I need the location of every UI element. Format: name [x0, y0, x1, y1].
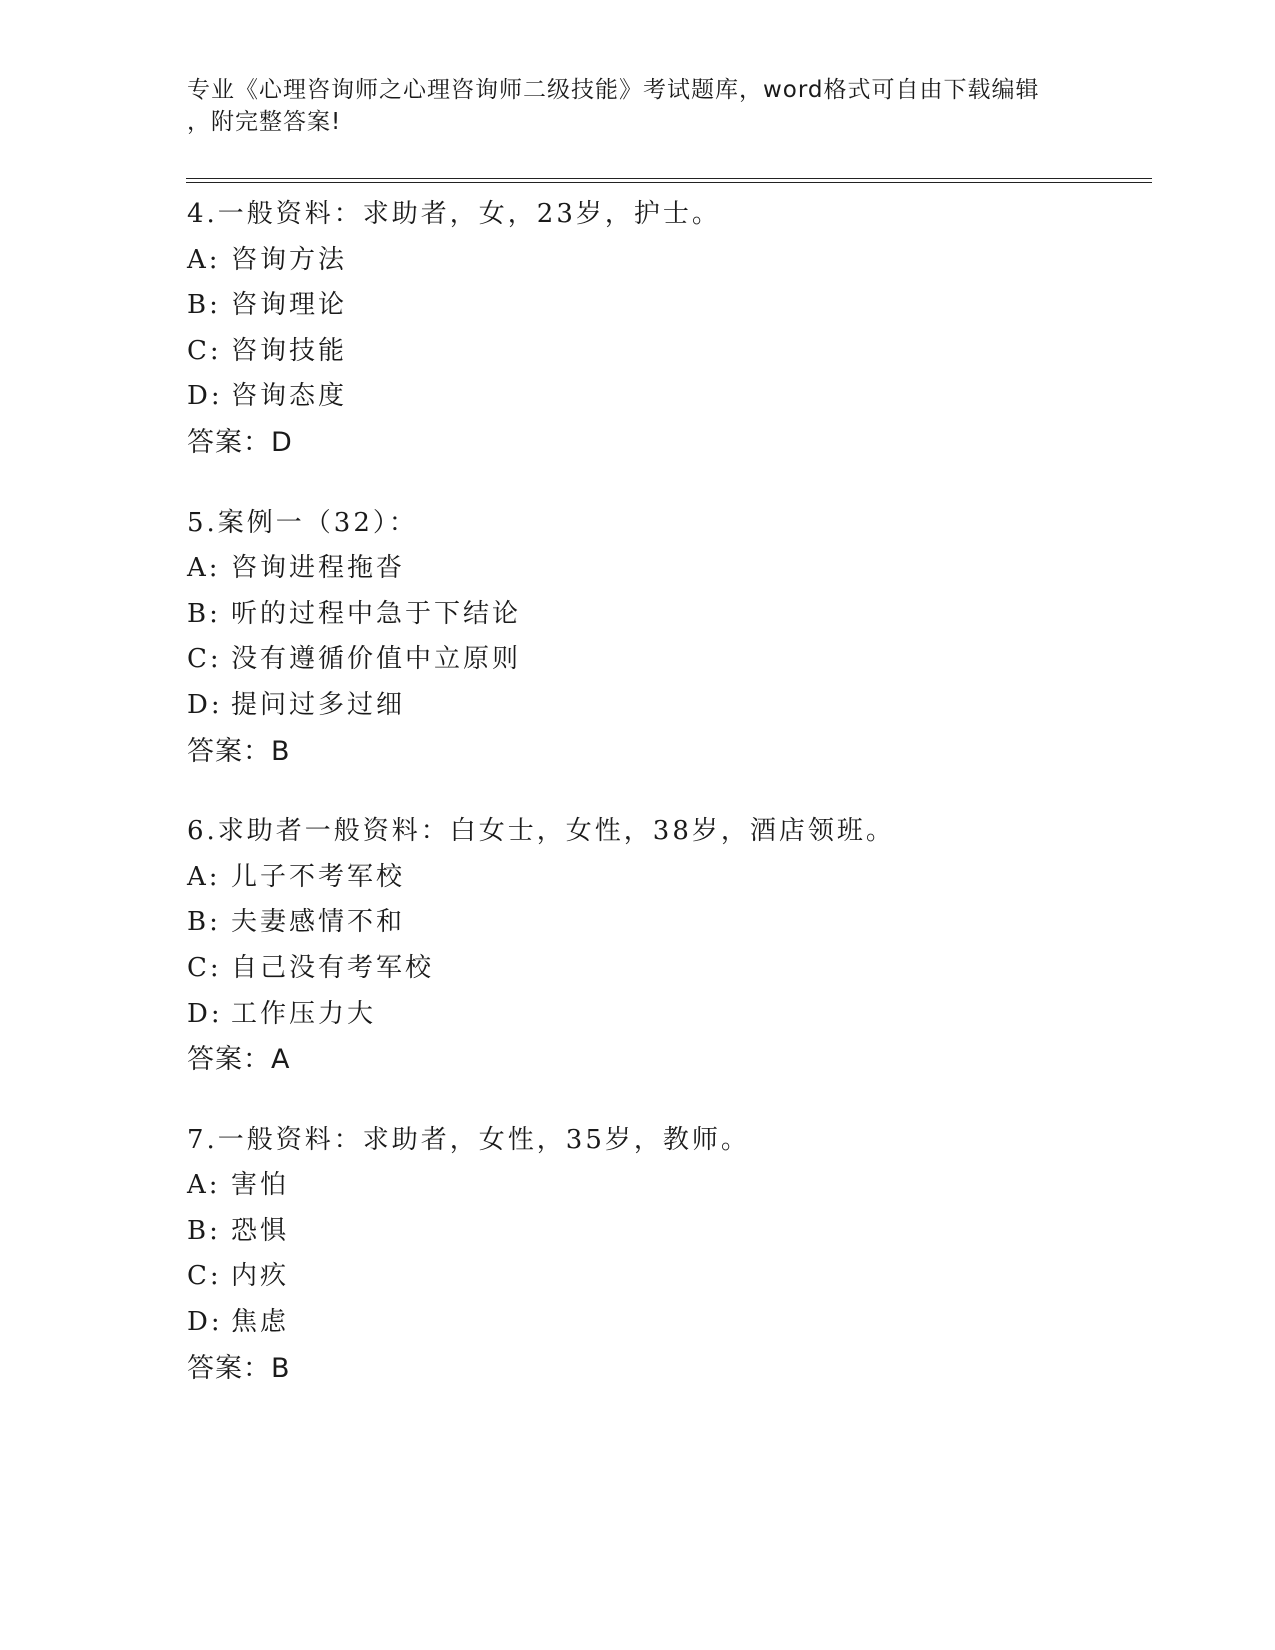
header-line-1: 专业《心理咨询师之心理咨询师二级技能》考试题库，word格式可自由下载编辑 [187, 77, 1040, 103]
option-b [187, 1209, 1147, 1255]
option-text: 咨询进程拖沓 [231, 553, 406, 584]
option-text: 咨询方法 [231, 244, 348, 275]
option-text: 儿子不考军校 [231, 861, 406, 892]
option-text: 害怕 [231, 1170, 290, 1201]
option-text: 自己没有考军校 [231, 952, 435, 983]
option-text: 内疚 [231, 1261, 290, 1292]
option-text: 咨询理论 [231, 290, 348, 321]
option-letter: A: [187, 553, 221, 584]
question-stem: 4.一般资料：求助者，女，23岁，护士。 [187, 199, 721, 229]
option-text: 焦虑 [231, 1307, 290, 1338]
question-stem: 5.案例一（32）： [187, 507, 418, 538]
option-b [187, 900, 1147, 946]
option-letter: C: [187, 644, 222, 675]
option-d [187, 374, 1147, 420]
option-c [187, 637, 1147, 683]
option-text: 提问过多过细 [231, 689, 406, 720]
option-c [187, 329, 1147, 375]
option-letter: D: [187, 689, 223, 720]
option-a [187, 546, 1147, 592]
option-letter: C: [187, 952, 222, 983]
option-letter: C: [187, 1261, 222, 1292]
option-d [187, 1300, 1147, 1346]
option-text: 恐惧 [231, 1215, 290, 1246]
option-a [187, 1163, 1147, 1209]
question-7 [187, 1118, 1147, 1392]
option-letter: C: [187, 335, 222, 366]
answer-line: 答案：D [187, 426, 293, 458]
question-stem: 7.一般资料：求助者，女性，35岁，教师。 [187, 1124, 750, 1155]
option-letter: D: [187, 998, 223, 1029]
option-letter: B: [187, 907, 221, 938]
option-letter: B: [187, 290, 221, 321]
option-letter: A: [187, 1170, 221, 1201]
option-text: 工作压力大 [231, 998, 377, 1029]
option-a [187, 238, 1147, 284]
option-c [187, 946, 1147, 992]
option-letter: A: [187, 861, 221, 892]
option-d [187, 683, 1147, 729]
option-a [187, 855, 1147, 901]
answer-line: 答案：A [187, 1044, 291, 1076]
header-divider [186, 178, 1152, 183]
option-letter: D: [187, 381, 223, 412]
option-text: 没有遵循价值中立原则 [231, 644, 522, 675]
option-text: 咨询技能 [231, 335, 348, 366]
question-4 [187, 192, 1147, 466]
question-6 [187, 809, 1147, 1083]
option-text: 听的过程中急于下结论 [231, 598, 522, 629]
answer-line: 答案：B [187, 735, 291, 767]
option-c [187, 1254, 1147, 1300]
document-header [187, 74, 1087, 138]
header-line-2: ，附完整答案! [187, 109, 342, 135]
option-b [187, 283, 1147, 329]
option-letter: B: [187, 598, 221, 629]
question-stem: 6.求助者一般资料：白女士，女性，38岁，酒店领班。 [187, 816, 895, 847]
question-list [187, 192, 1147, 1426]
option-b [187, 592, 1147, 638]
option-d [187, 992, 1147, 1038]
answer-line: 答案：B [187, 1352, 291, 1384]
option-text: 夫妻感情不和 [231, 907, 406, 938]
option-letter: B: [187, 1215, 221, 1246]
question-5 [187, 501, 1147, 775]
option-letter: D: [187, 1307, 223, 1338]
option-text: 咨询态度 [231, 381, 348, 412]
option-letter: A: [187, 244, 221, 275]
